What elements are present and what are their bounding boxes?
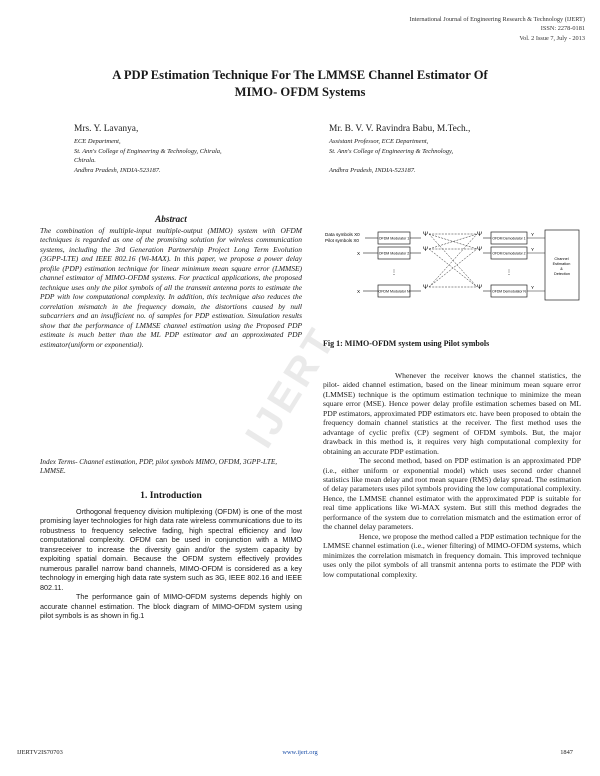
- ijert-watermark: IJERT: [237, 319, 346, 456]
- rx-antenna-icon: Ψ: [477, 247, 483, 253]
- label-data-symbols: Data symbols X0: [325, 232, 360, 237]
- figure-caption: Fig 1: MIMO-OFDM system using Pilot symbols: [323, 339, 490, 348]
- mimo-ofdm-block-diagram: [323, 222, 581, 334]
- est-label-line: Detection: [553, 272, 571, 276]
- tx-antenna-icon: Ψ: [423, 247, 429, 253]
- right-paragraph-3: Hence, we propose the method called a PDP estimation technique for the LMMSE channel estimation (i.e., wiener filtering) of MIMO-OFDM systems, which minimizes the correlation mismatch in frequency domain. This improved technique uses only the pilot symbols of all transmit antenna ports to estimate the PDP with low computational complexity.: [323, 531, 581, 579]
- est-label-line: &: [560, 267, 563, 271]
- journal-name: International Journal of Engineering Research & Technology (IJERT): [409, 16, 585, 23]
- intro-paragraph-2: The performance gain of MIMO-OFDM systems depends highly on accurate channel estimation. The block diagram of MIMO-OFDM system using pilot symbols is as shown in fig.1: [40, 592, 302, 620]
- author-2-name: Mr. B. V. V. Ravindra Babu, M.Tech.,: [329, 124, 471, 134]
- right-column-text: [323, 371, 581, 579]
- footer-page-number: 1847: [560, 749, 573, 756]
- channel-paths: [429, 234, 477, 287]
- demn-label: OFDM Demodulator N: [492, 289, 526, 294]
- intro-paragraph-1: Orthogonal frequency division multiplexing (OFDM) is one of the most promising layer technologies for high data rate wireless communications due to its robustness to frequency selective fading, high spectral efficiency and low computational complexity. OFDM can be used in conjunction with a MIMO transreceiver to increase the diversity gain and/or the system capacity by exploiting spatial domain. Because the OFDM system effectively provides numerous parallel narrow band channels, MIMO-OFDM is considered as a key technology in emerging high data rate system such as 3G, IEEE 802.16 and IEEE 802.11.: [40, 507, 302, 592]
- label-pilot-symbols: Pilot symbols X0: [325, 238, 359, 243]
- label-input-x: X: [357, 251, 361, 256]
- aff-line: St. Ann's College of Engineering & Technology,: [329, 147, 454, 155]
- intro-section: [40, 507, 302, 620]
- journal-volume: Vol. 2 Issue 7, July - 2013: [519, 34, 585, 42]
- label-output-y-n: Y: [531, 285, 535, 290]
- rx-antenna-icon: Ψ: [477, 232, 483, 238]
- aff-line: ECE Department,: [74, 138, 121, 145]
- tx-antenna-icon: Ψ: [423, 232, 429, 238]
- ellipsis-mod: ⋮: [391, 270, 397, 276]
- footer-website-link[interactable]: www.ijert.org: [282, 749, 318, 756]
- tx-antenna-icon: Ψ: [423, 285, 429, 291]
- aff-line: Chirala.: [74, 157, 96, 165]
- ellipsis-dem: ⋮: [506, 270, 512, 276]
- mod2-label: OFDM Modulator 2: [378, 251, 410, 256]
- dem2-label: OFDM Demodulator 2: [492, 251, 526, 256]
- est-label-line: Estimation: [552, 262, 571, 266]
- abstract-heading: Abstract: [155, 214, 187, 224]
- aff-line: St. Ann's College of Engineering & Technology, Chirala,: [74, 147, 222, 155]
- paper-title: [40, 67, 560, 100]
- title-line-2: MIMO- OFDM Systems: [234, 84, 366, 99]
- index-terms: Index Terms- Channel estimation, PDP, pilot symbols MIMO, OFDM, 3GPP-LTE, LMMSE.: [40, 458, 278, 476]
- footer-paper-id: IJERTV2IS70703: [17, 749, 63, 756]
- author-1-affiliation: [74, 137, 314, 175]
- right-paragraph-2: The second method, based on PDP estimation is an approximated PDP (i.e., either uniform or exponential model) which uses second order channel statistics like mean delay and root mean square (RMS) delay spread. The estimation of delay parameters uses pilot symbols providing the low computational complexity. Hence, the LMMSE channel estimator with the approximated PDP is suitable for real time applications like Wi-MAX system. But still this method degrades the performance of the system due to correlation mismatch and the estimation error of the channel delay parameters.: [323, 456, 581, 532]
- modn-label: OFDM Modulator N: [378, 289, 410, 294]
- journal-header: [410, 15, 586, 43]
- author-1: [74, 124, 314, 175]
- aff-line: Andhra Pradesh, INDIA-523187.: [329, 166, 416, 174]
- author-1-name: Mrs. Y. Lavanya,: [74, 124, 139, 134]
- author-2: [329, 124, 579, 175]
- intro-heading: 1. Introduction: [140, 490, 202, 501]
- journal-issn: ISSN: 2278-0181: [540, 25, 585, 33]
- mod1-label: OFDM Modulator 1: [378, 236, 410, 241]
- rx-antenna-icon: Ψ: [477, 285, 483, 291]
- aff-line: Assistant Professor, ECE Department,: [329, 138, 429, 145]
- dem1-label: OFDM Demodulator 1: [492, 236, 526, 241]
- aff-line: Andhra Pradesh, INDIA-523187.: [74, 166, 161, 174]
- label-output-y: Y: [531, 247, 535, 252]
- abstract-text: The combination of multiple-input multiple-output (MIMO) system with OFDM techniques is regarded as one of the promising solution for wireless communication systems, including the 3rd Generation Partnership Project Long Term Evolution (3GPP-LTE) and IEEE 802.16 (Wi-MAX). In this paper, we propose a power delay profile (PDP) estimation technique for linear minimum mean square error (LMMSE) channel estimator of MIMO-OFDM systems. For practical applications, the proposed technique uses only the pilot symbols of all the transmit antenna ports to estimate the PDP with low computational complexity. In addition, this technique also reduces the correlation mismatch in the frequency domain, the distortions caused by null subcarriers and an insufficient no. of samples for PDP estimation. Simulation results show that the performance of LMMSE channel estimation using the Proposed PDP estimate is much better than the ML PDP estimator and an approximated PDP estimator(uniform or exponential).: [40, 226, 302, 349]
- author-2-affiliation: [329, 137, 579, 175]
- aff-line: [329, 156, 579, 166]
- label-input-x-n: X: [357, 289, 361, 294]
- label-output-y: Y: [531, 232, 535, 237]
- title-line-1: A PDP Estimation Technique For The LMMSE Channel Estimator Of: [112, 68, 488, 82]
- right-paragraph-1: Whenever the receiver knows the channel statistics, the pilot- aided channel estimation, based on the linear minimum mean square error (LMMSE) technique is the optimum estimation technique to minimize the mean square error (MSE). Hence power delay profile estimation schemes based on ML PDP estimators, approximated PDP estimators etc. have been proposed to obtain the frequency domain channel statistics at the receiver. The first method uses the advantage of cyclic prefix (CP) segment of OFDM symbols. But, the major drawback in this method is, it requires very high computational complexity for obtaining an accurate PDP estimation.: [323, 371, 581, 456]
- est-label-line: Channel: [554, 257, 569, 261]
